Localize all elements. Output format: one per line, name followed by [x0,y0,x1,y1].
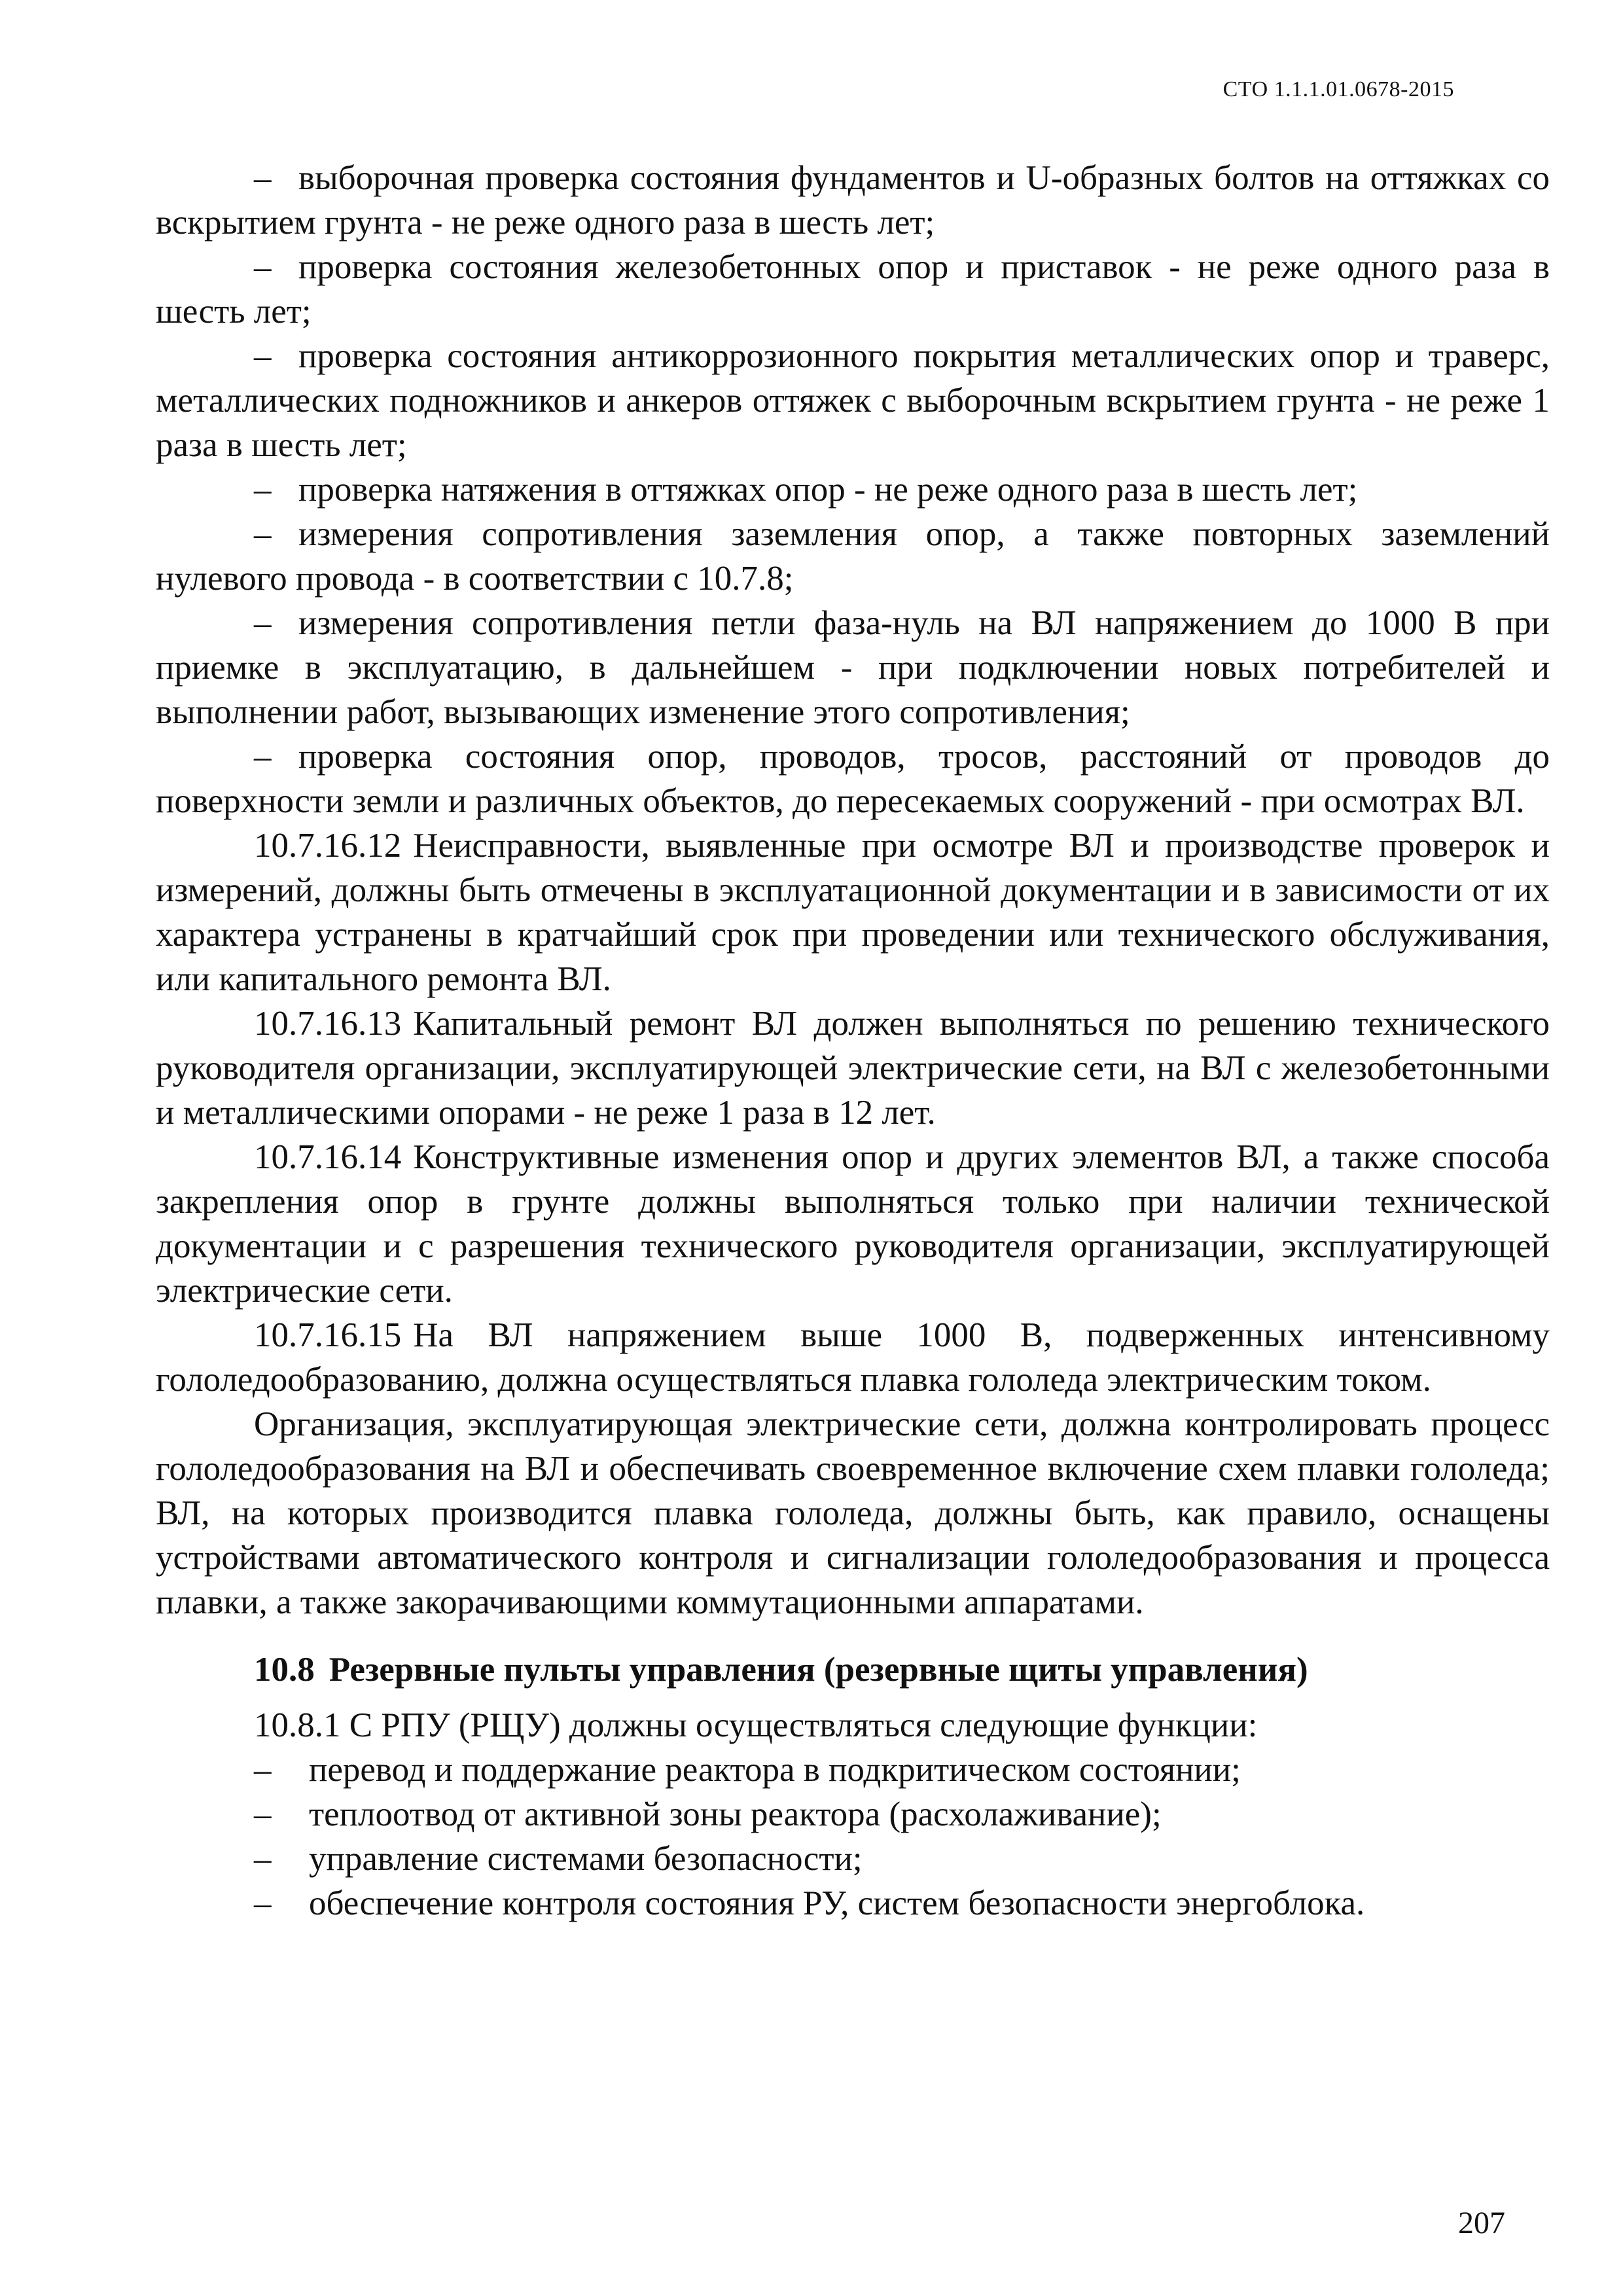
clause-text: Организация, эксплуатирующая электрические сети, должна контролировать процесс гололедообразования на ВЛ и обеспечивать своевременное включение схем плавки гололеда; ВЛ, на которых производится плавка гололеда, должны быть, как правило, оснащены устройствами автоматического контроля и сигнализации гололедообразования и процесса плавки, а также закорачивающими коммутационными аппаратами. [156,1405,1550,1621]
function-text: обеспечение контроля состояния РУ, систем безопасности энергоблока. [309,1884,1365,1922]
list-dash: – [254,248,272,286]
list-dash: – [254,471,272,509]
clause-text: На ВЛ напряжением выше 1000 В, подверженных интенсивному гололедообразованию, должна осуществляться плавка гололеда электрическим током. [156,1316,1550,1399]
list-item [156,734,1550,823]
section-title: Резервные пульты управления (резервные щиты управления) [329,1651,1308,1689]
list-dash: – [254,738,272,776]
clause-number: 10.7.16.13 [254,1005,402,1043]
list-dash: – [254,604,272,642]
list-item-text: проверка состояния антикоррозионного покрытия металлических опор и траверс, металлических подножников и анкеров оттяжек с выборочным вскрытием грунта - не реже 1 раза в шесть лет; [156,337,1550,464]
list-dash: – [254,1795,272,1833]
clause-number: 10.7.16.12 [254,827,402,865]
list-item [156,334,1550,467]
function-item [156,1748,1550,1792]
function-item [156,1792,1550,1837]
clause-number: 10.7.16.15 [254,1316,402,1354]
function-text: теплоотвод от активной зоны реактора (расхолаживание); [309,1795,1162,1833]
clause-number: 10.7.16.14 [254,1138,402,1176]
clause-text: Конструктивные изменения опор и других элементов ВЛ, а также способа закрепления опор в грунте должны выполняться только при наличии технической документации и с разрешения технического руководителя организации, эксплуатирующей электрические сети. [156,1138,1550,1310]
list-dash: – [254,1751,272,1789]
clause-text: Неисправности, выявленные при осмотре ВЛ и производстве проверок и измерений, должны быть отмечены в эксплуатационной документации и в зависимости от их характера устранены в кратчайший срок при проведении или технического обслуживания, или капитального ремонта ВЛ. [156,827,1550,998]
list-dash: – [254,1840,272,1878]
function-item [156,1837,1550,1881]
list-item-text: проверка состояния опор, проводов, тросов, расстояний от проводов до поверхности земли и различных объектов, до пересекаемых сооружений - при осмотрах ВЛ. [156,738,1550,820]
document-code: СТО 1.1.1.01.0678-2015 [1222,77,1454,101]
clause-paragraph [156,1402,1550,1624]
list-item-text: выборочная проверка состояния фундаментов и U-образных болтов на оттяжках со вскрытием грунта - не реже одного раза в шесть лет; [156,159,1550,242]
list-dash: – [254,1884,272,1922]
section-intro: 10.8.1 С РПУ (РЩУ) должны осуществляться следующие функции: [254,1706,1258,1744]
list-item-text: измерения сопротивления заземления опор, а также повторных заземлений нулевого провода - в соответствии с 10.7.8; [156,515,1550,598]
page-number: 207 [1458,2206,1505,2240]
list-dash: – [254,515,272,553]
clause-paragraph [156,1313,1550,1402]
function-text: управление системами безопасности; [309,1840,863,1878]
function-text: перевод и поддержание реактора в подкритическом состоянии; [309,1751,1241,1789]
list-item [156,245,1550,334]
list-item [156,156,1550,245]
list-item [156,467,1550,512]
clause-text: Капитальный ремонт ВЛ должен выполняться по решению технического руководителя организации, эксплуатирующей электрические сети, на ВЛ с железобетонными и металлическими опорами - не реже 1 раза в 12 лет. [156,1005,1550,1132]
function-item [156,1881,1550,1926]
list-item [156,512,1550,601]
list-item-text: измерения сопротивления петли фаза-нуль на ВЛ напряжением до 1000 В при приемке в эксплуатацию, в дальнейшем - при подключении новых потребителей и выполнении работ, вызывающих изменение этого сопротивления; [156,604,1550,731]
list-dash: – [254,159,272,197]
page-body [156,156,1550,1926]
list-dash: – [254,337,272,375]
section-heading [156,1645,1550,1694]
section-number: 10.8 [254,1651,315,1689]
list-item-text: проверка состояния железобетонных опор и приставок - не реже одного раза в шесть лет; [156,248,1550,331]
clause-paragraph [156,823,1550,1001]
clause-paragraph [156,1001,1550,1135]
list-item [156,601,1550,734]
list-item-text: проверка натяжения в оттяжках опор - не реже одного раза в шесть лет; [298,471,1358,509]
clause-paragraph [156,1135,1550,1313]
